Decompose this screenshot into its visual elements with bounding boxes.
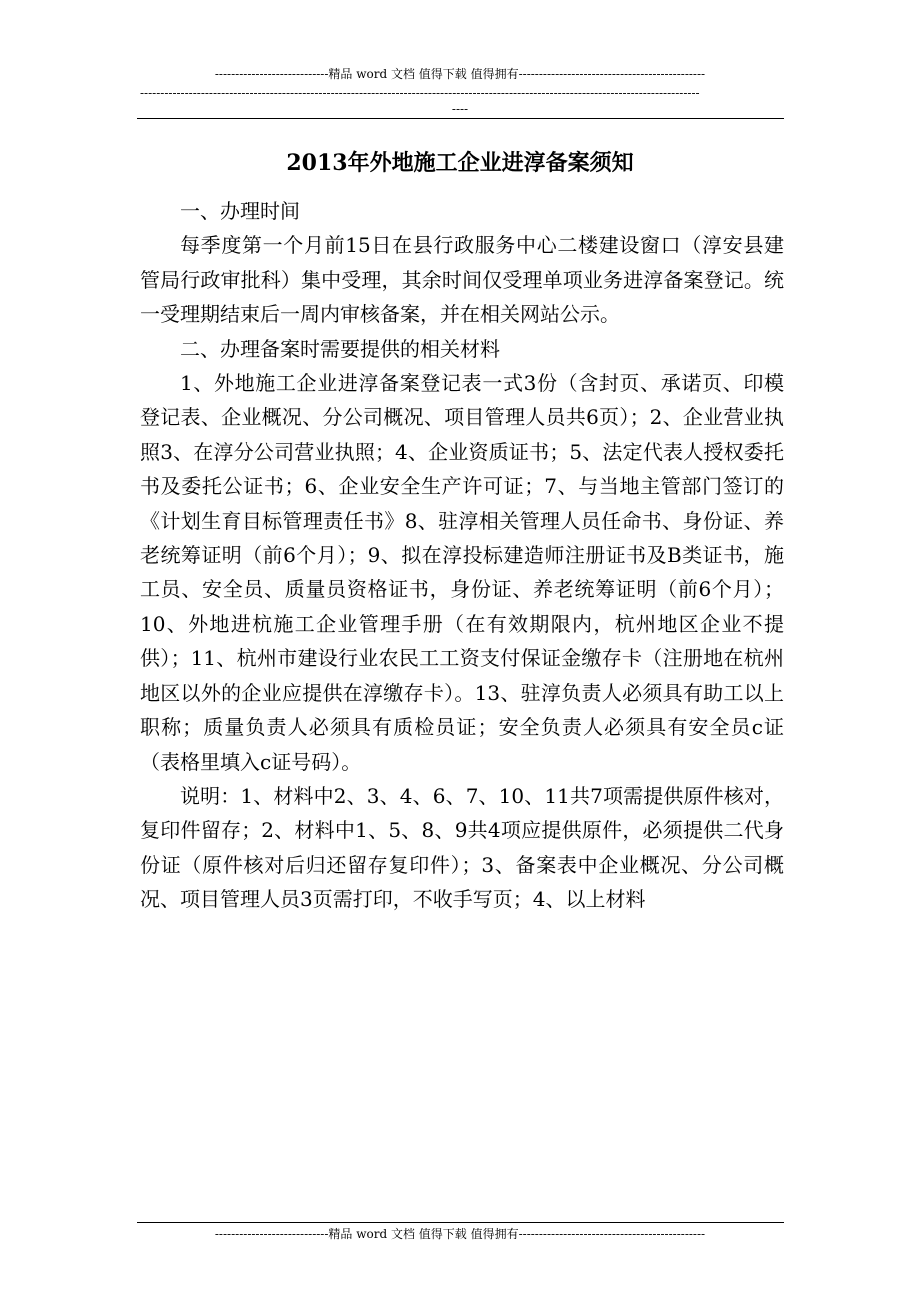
- paragraph-materials-list: 1、外地施工企业进淳备案登记表一式3份（含封页、承诺页、印模登记表、企业概况、分公司概况、项目管理人员共6页）；2、企业营业执照3、在淳分公司营业执照；4、企业资质证书；5、法定代表人授权委托书及委托公证书；6、企业安全生产许可证；7、与当地主管部门签订的《计划生育目标管理责任书》8、驻淳相关管理人员任命书、身份证、养老统筹证明（前6个月）；9、拟在淳投标建造师注册证书及B类证书，施工员、安全员、质量员资格证书，身份证、养老统筹证明（前6个月）；10、外地进杭施工企业管理手册（在有效期限内，杭州地区企业不提供）；11、杭州市建设行业农民工工资支付保证金缴存卡（注册地在杭州地区以外的企业应提供在淳缴存卡）。13、驻淳负责人必须具有助工以上职称；质量负责人必须具有质检员证；安全负责人必须具有安全员c证（表格里填入c证号码）。: [140, 371, 784, 774]
- paragraph-notes: 说明：1、材料中2、3、4、6、7、10、11共7项需提供原件核对，复印件留存；2、材料中1、5、8、9共4项应提供原件，必须提供二代身份证（原件核对后归还留存复印件）；3、备案表中企业概况、分公司概况、项目管理人员3页需打印，不收手写页；4、以上材料: [140, 783, 784, 912]
- page-header-banner: ----------------------------精品 word 文档 值得下载 值得拥有----------------------------------------------: [214, 67, 706, 81]
- section-heading-materials: 二、办理备案时需要提供的相关材料: [180, 336, 500, 361]
- page-footer-banner: ----------------------------精品 word 文档 值得下载 值得拥有----------------------------------------------: [214, 1227, 706, 1241]
- document-body: [140, 194, 784, 917]
- footer-rule: [137, 1222, 784, 1223]
- page-header-dash-line: ------------------------------------------------------------------------------------------------------------------------------------------: [140, 86, 700, 100]
- section-heading-time: 一、办理时间: [180, 199, 300, 223]
- document-title: 2013年外地施工企业进淳备案须知: [286, 150, 634, 176]
- paragraph-time: 每季度第一个月前15日在县行政服务中心二楼建设窗口（淳安县建管局行政审批科）集中受理，其余时间仅受理单项业务进淳备案登记。统一受理期结束后一周内审核备案，并在相关网站公示。: [140, 233, 784, 327]
- header-rule: [137, 118, 784, 119]
- page-header-dash-tail: ----: [451, 102, 469, 116]
